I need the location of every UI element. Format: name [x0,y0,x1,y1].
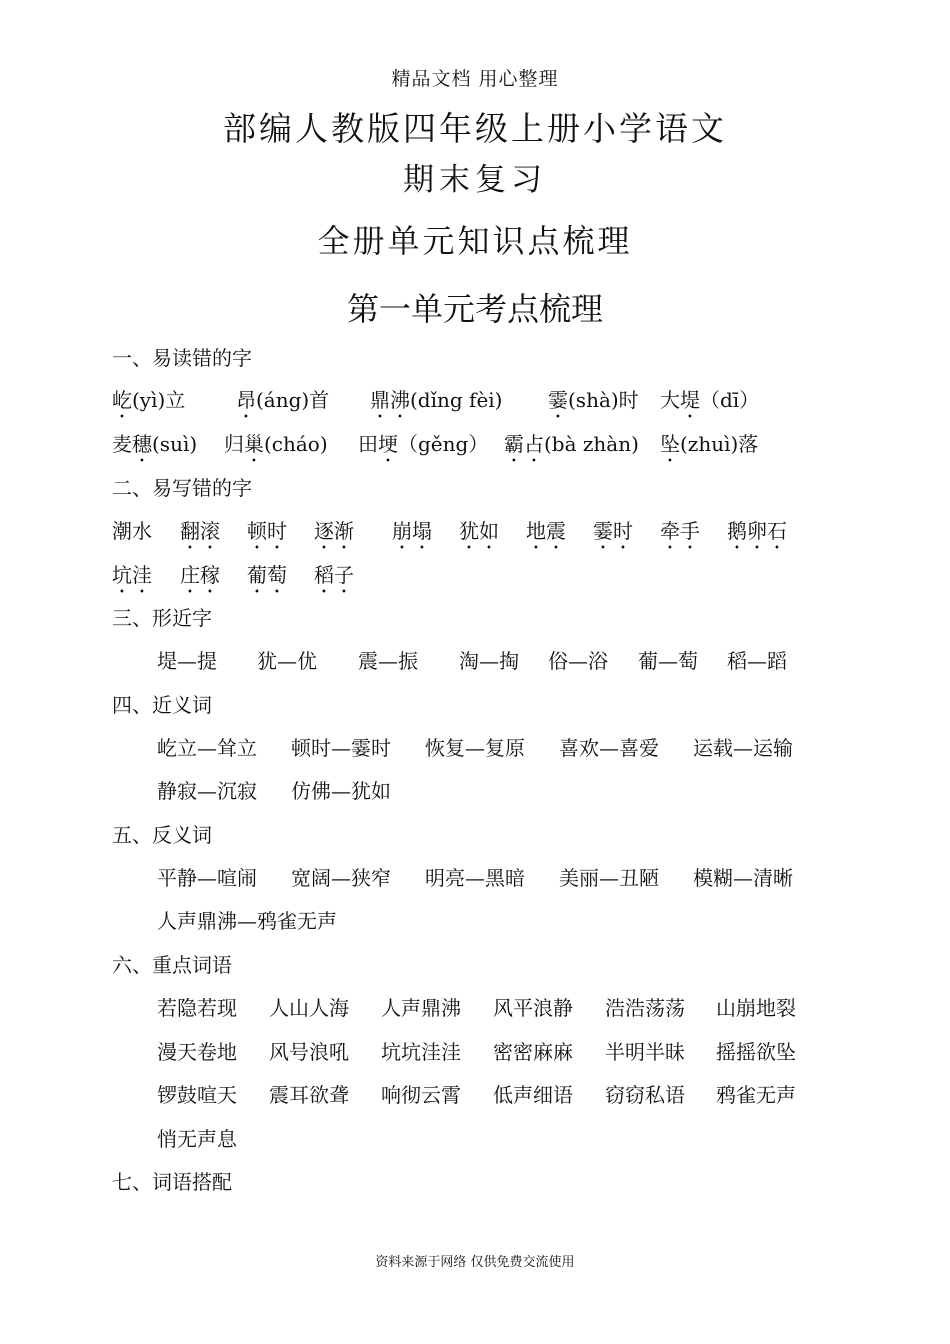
word-item: 低声细语 [493,1083,573,1107]
word-item: 犹—优 [257,649,317,673]
word-item: 淘—掏 [459,649,519,673]
word-item: 响彻云霄 [381,1083,461,1107]
word-item: 昂(áng)首 [236,388,330,412]
section-heading: 四、近义词 [112,693,212,717]
word-item: 恢复—复原 [425,736,525,760]
word-item: 平静—喧闹 [157,866,257,890]
word-item: 美丽—丑陋 [559,866,659,890]
word-item: 悄无声息 [157,1127,237,1151]
page-footer: 资料来源于网络 仅供免费交流使用 [375,1255,575,1270]
word-item: 震—振 [358,649,418,673]
word-item: 风平浪静 [493,996,573,1020]
word-item: 稻—蹈 [727,649,787,673]
word-item: 霎时 [593,519,633,543]
word-item: 漫天卷地 [157,1040,237,1064]
word-item: 犹如 [459,519,499,543]
doc-subtitle: 期末复习 [403,162,547,198]
word-item: 运载—运输 [693,736,793,760]
word-item: 坠(zhuì)落 [660,432,759,456]
word-item: 鼎沸(dǐng fèi) [370,388,503,412]
word-item: 庄稼 [180,563,220,587]
doc-title: 部编人教版四年级上册小学语文 [223,109,727,148]
word-item: 人声鼎沸 [381,996,461,1020]
doc-subtitle-2: 全册单元知识点梳理 [317,222,633,260]
word-item: 摇摇欲坠 [716,1040,796,1064]
section-heading: 三、形近字 [112,606,212,630]
word-item: 宽阔—狭窄 [291,866,391,890]
word-item: 顿时—霎时 [291,736,391,760]
word-item: 若隐若现 [157,996,237,1020]
word-item: 窃窃私语 [605,1083,685,1107]
word-item: 模糊—清晰 [693,866,793,890]
word-item: 喜欢—喜爱 [559,736,659,760]
word-item: 半明半昧 [605,1040,685,1064]
section-heading: 五、反义词 [112,823,212,847]
section-heading: 一、易读错的字 [112,346,252,370]
word-item: 屹(yì)立 [112,388,186,412]
word-item: 翻滚 [180,519,220,543]
word-item: 崩塌 [392,519,432,543]
word-item: 地震 [526,519,566,543]
word-item: 密密麻麻 [493,1040,573,1064]
word-item: 锣鼓喧天 [157,1083,237,1107]
word-item: 鸦雀无声 [716,1083,796,1107]
word-item: 潮水 [112,519,152,543]
word-item: 屹立—耸立 [157,736,257,760]
word-item: 归巢(cháo) [224,432,328,456]
word-item: 震耳欲聋 [269,1083,349,1107]
unit-heading: 第一单元考点梳理 [346,290,603,328]
word-item: 俗—浴 [548,649,608,673]
word-item: 堤—提 [157,649,217,673]
word-item: 麦穗(suì) [112,432,198,456]
page-header: 精品文档 用心整理 [391,68,559,90]
section-heading: 七、词语搭配 [112,1170,232,1194]
word-item: 坑坑洼洼 [381,1040,461,1064]
word-item: 人声鼎沸—鸦雀无声 [157,909,337,933]
word-item: 浩浩荡荡 [605,996,685,1020]
word-item: 风号浪吼 [269,1040,349,1064]
word-item: 稻子 [314,563,354,587]
word-item: 田埂（gěng） [358,432,489,456]
section-heading: 六、重点词语 [112,953,232,977]
word-item: 霸占(bà zhàn) [504,432,639,456]
section-heading: 二、易写错的字 [112,476,252,500]
word-item: 霎(shà)时 [548,388,639,412]
word-item: 牵手 [660,519,700,543]
word-item: 大堤（dī） [660,388,760,412]
word-item: 葡萄 [247,563,287,587]
word-item: 顿时 [247,519,287,543]
word-item: 山崩地裂 [716,996,796,1020]
word-item: 静寂—沉寂 [157,779,257,803]
word-item: 明亮—黑暗 [425,866,525,890]
word-item: 逐渐 [314,519,354,543]
word-item: 人山人海 [269,996,349,1020]
word-item: 坑洼 [112,563,152,587]
word-item: 葡—萄 [638,649,698,673]
word-item: 仿佛—犹如 [291,779,391,803]
word-item: 鹅卵石 [727,519,787,543]
